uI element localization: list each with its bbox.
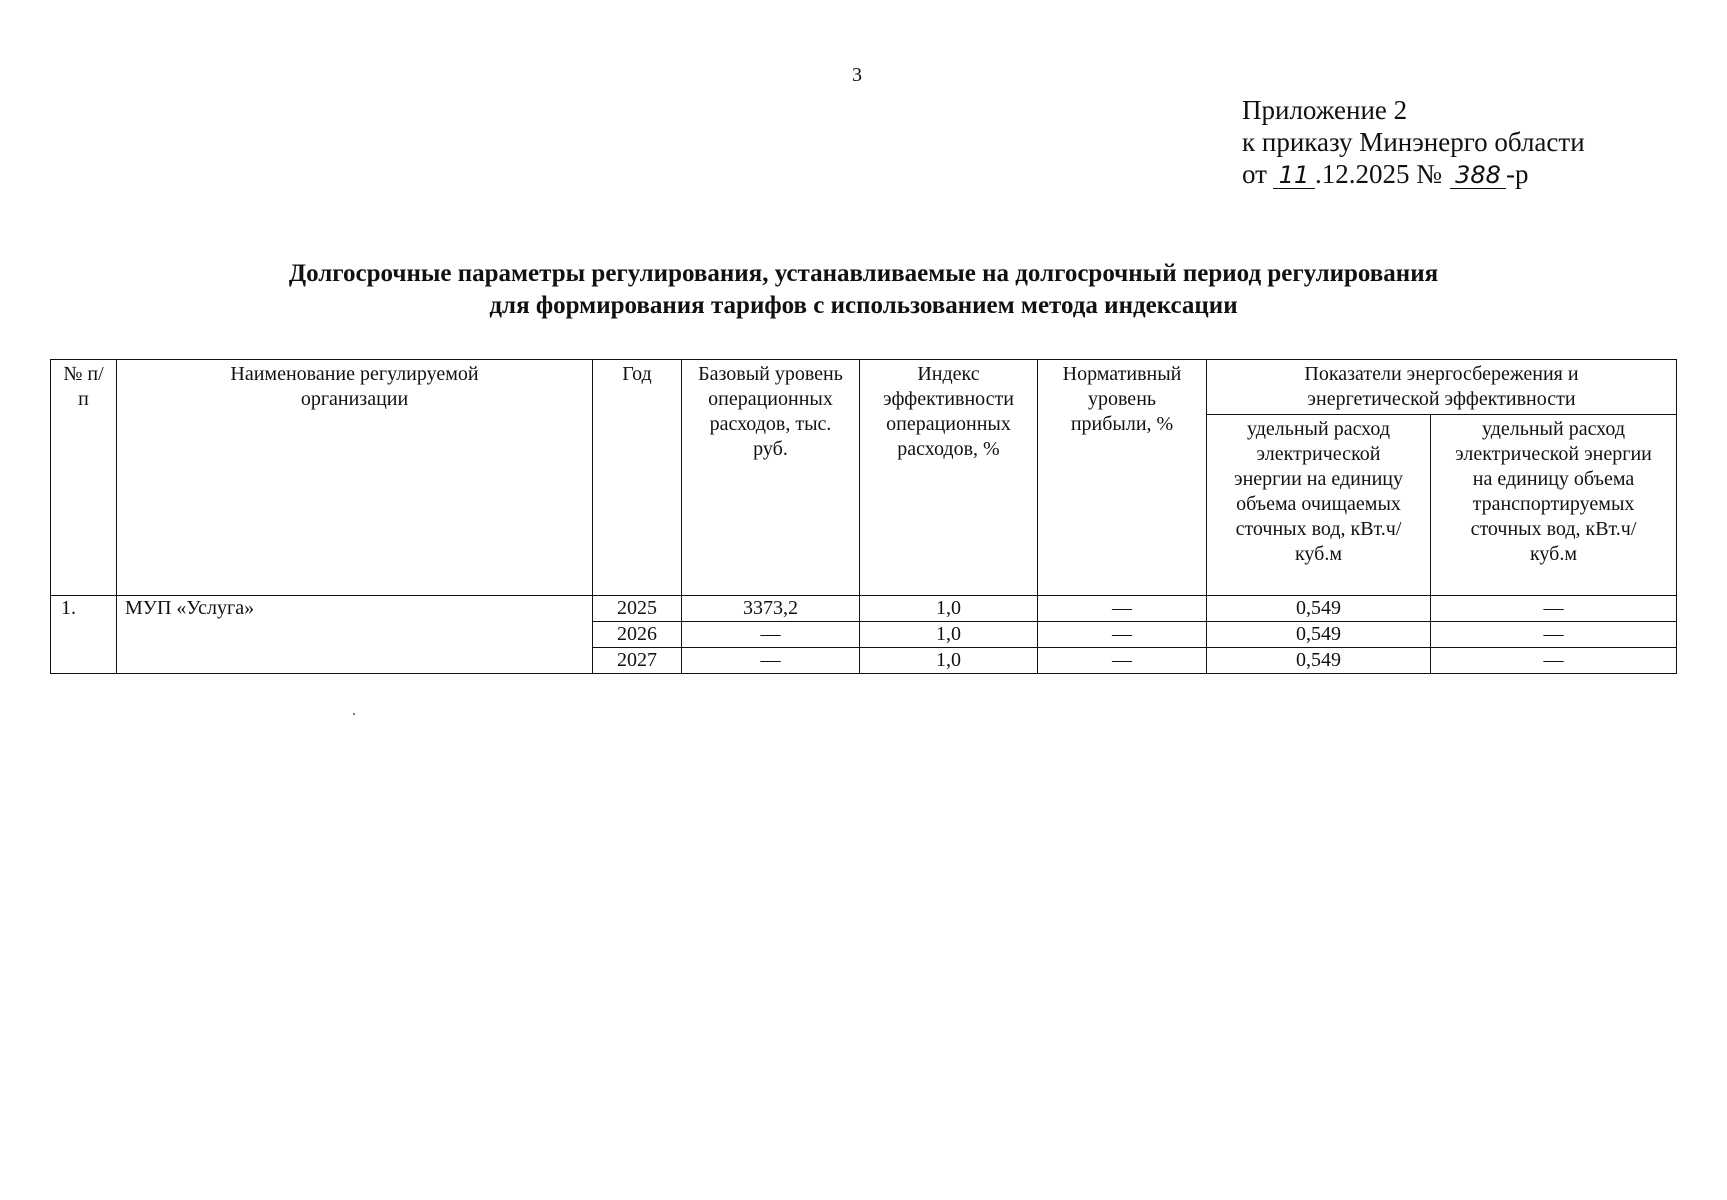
header-base-opex: Базовый уровень операционных расходов, тыс. руб. xyxy=(682,360,860,596)
cell-base: 3373,2 xyxy=(682,596,860,622)
parameters-table xyxy=(50,359,1677,674)
date-prefix: от xyxy=(1242,159,1267,189)
appendix-block xyxy=(1242,94,1585,190)
cell-transported: — xyxy=(1431,648,1677,674)
number-suffix: -р xyxy=(1505,159,1529,189)
cell-transported: — xyxy=(1431,596,1677,622)
cell-treated: 0,549 xyxy=(1207,596,1431,622)
title-line-1: Долгосрочные параметры регулирования, устанавливаемые на долгосрочный период регулирования xyxy=(288,260,1439,287)
row-number: 1. xyxy=(51,596,117,674)
appendix-order-ref: к приказу Минэнерго области xyxy=(1242,127,1585,157)
appendix-date-line xyxy=(1242,158,1585,190)
header-energy-transported: удельный расход электрической энергии на единицу объема транспортируемых сточных вод, кВт.ч/куб.м xyxy=(1431,415,1677,596)
header-num: № п/п xyxy=(51,360,117,596)
document-title xyxy=(0,258,1727,322)
header-energy-group: Показатели энергосбережения и энергетической эффективности xyxy=(1207,360,1677,415)
scan-speck xyxy=(353,713,355,715)
cell-treated: 0,549 xyxy=(1207,622,1431,648)
org-name: МУП «Услуга» xyxy=(117,596,593,674)
cell-year: 2027 xyxy=(593,648,682,674)
table-row xyxy=(51,596,1677,622)
cell-index: 1,0 xyxy=(860,596,1038,622)
title-line-2: для формирования тарифов с использованием метода индексации xyxy=(489,292,1238,319)
cell-base: — xyxy=(682,622,860,648)
cell-index: 1,0 xyxy=(860,648,1038,674)
header-row-1 xyxy=(51,360,1677,415)
cell-base: — xyxy=(682,648,860,674)
header-energy-treated: удельный расход электрической энергии на единицу объема очищаемых сточных вод, кВт.ч/куб.м xyxy=(1207,415,1431,596)
cell-year: 2025 xyxy=(593,596,682,622)
date-suffix: .12.2025 № xyxy=(1314,159,1442,189)
cell-profit: — xyxy=(1038,622,1207,648)
header-year: Год xyxy=(593,360,682,596)
page-number: 3 xyxy=(852,64,862,86)
appendix-title: Приложение 2 xyxy=(1242,95,1408,125)
handwritten-order-number: 388 xyxy=(1450,162,1506,189)
handwritten-day: 11 xyxy=(1273,162,1315,189)
header-efficiency-index: Индекс эффективности операционных расходов, % xyxy=(860,360,1038,596)
cell-index: 1,0 xyxy=(860,622,1038,648)
cell-profit: — xyxy=(1038,648,1207,674)
cell-transported: — xyxy=(1431,622,1677,648)
cell-year: 2026 xyxy=(593,622,682,648)
header-org: Наименование регулируемой организации xyxy=(117,360,593,596)
header-profit: Нормативный уровень прибыли, % xyxy=(1038,360,1207,596)
cell-treated: 0,549 xyxy=(1207,648,1431,674)
cell-profit: — xyxy=(1038,596,1207,622)
